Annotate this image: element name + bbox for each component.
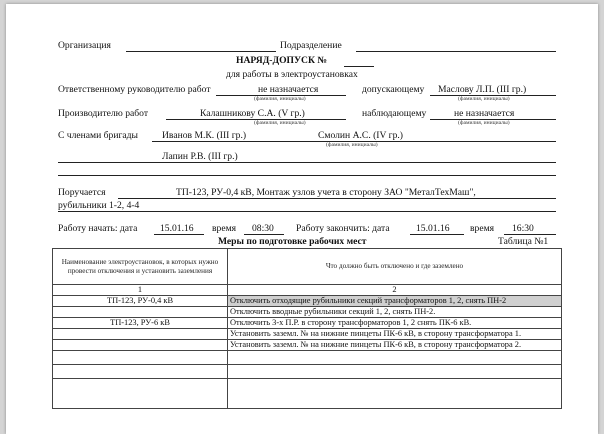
table-cell-action[interactable]: Установить заземл. № на нижние пинцеты ПК-6 кВ, в сторону трансформатора 2. [228, 340, 562, 351]
assignment-text-2: рубильники 1-2, 4-4 [58, 200, 140, 211]
start-time: 08:30 [252, 223, 274, 234]
table-cell-installation[interactable]: ТП-123, РУ-6 кВ [53, 318, 228, 329]
table-row[interactable] [53, 379, 562, 409]
crew-field-line-2 [58, 162, 556, 163]
end-time: 16:30 [512, 223, 534, 234]
assignment-label: Поручается [58, 187, 106, 198]
table-row[interactable] [53, 340, 562, 351]
start-label: Работу начать: дата [58, 223, 138, 234]
responsible-value: не назначается [258, 84, 319, 95]
start-time-line [244, 234, 284, 235]
observer-caption: (фамилия, инициалы) [458, 120, 510, 126]
end-date: 15.01.16 [416, 223, 450, 234]
col2-number: 2 [228, 285, 562, 296]
table-row[interactable] [53, 307, 562, 318]
crew-caption: (фамилия, инициалы) [326, 142, 378, 148]
table-cell-action[interactable] [228, 351, 562, 365]
col1-number: 1 [53, 285, 228, 296]
observer-value: не назначается [454, 108, 515, 119]
col1-header: Наименование электроустановок, в которых нужно провести отключения и установить заземления [53, 249, 228, 285]
table-header-row [53, 249, 562, 285]
crew-label: С членами бригады [58, 130, 138, 141]
table-cell-installation[interactable]: ТП-123, РУ-0,4 кВ [53, 296, 228, 307]
table-cell-action[interactable]: Отключить вводные рубильники секций 1, 2, снять ПН-2. [228, 307, 562, 318]
table-number: Таблица №1 [498, 236, 549, 247]
col2-header: Что должно быть отключено и где заземлено [228, 249, 562, 285]
end-label: Работу закончить: дата [296, 223, 390, 234]
table-cell-action[interactable] [228, 379, 562, 409]
end-time-line [504, 234, 556, 235]
document-number-field[interactable] [344, 66, 374, 67]
admitting-caption: (фамилия, инициалы) [458, 96, 510, 102]
admitting-label: допускающему [362, 84, 425, 95]
crew-member-2: Смолин А.С. (IV гр.) [318, 130, 403, 141]
org-label: Организация [58, 40, 111, 51]
assignment-field-line-2 [58, 211, 556, 212]
division-field[interactable] [356, 51, 556, 52]
start-date: 15.01.16 [160, 223, 194, 234]
end-date-line [410, 234, 464, 235]
responsible-label: Ответственному руководителю работ [58, 84, 211, 95]
table-row[interactable] [53, 329, 562, 340]
table-cell-installation[interactable] [53, 307, 228, 318]
responsible-caption: (фамилия, инициалы) [254, 96, 306, 102]
table-cell-installation[interactable] [53, 329, 228, 340]
producer-value: Калашникову С.А. (V гр.) [200, 108, 305, 119]
division-label: Подразделение [280, 40, 342, 51]
table-title: Меры по подготовке рабочих мест [218, 236, 367, 247]
start-date-line [154, 234, 204, 235]
crew-member-3: Лапин Р.В. (III гр.) [162, 151, 238, 162]
producer-label: Производителю работ [58, 108, 149, 119]
org-field[interactable] [126, 51, 276, 52]
producer-caption: (фамилия, инициалы) [254, 120, 306, 126]
assignment-field-line-1 [118, 198, 556, 199]
table-cell-installation[interactable] [53, 365, 228, 379]
table-cell-installation[interactable] [53, 379, 228, 409]
assignment-text-1: ТП-123, РУ-0,4 кВ, Монтаж узлов учета в сторону ЗАО "МеталТехМаш", [176, 187, 476, 198]
table-row[interactable] [53, 365, 562, 379]
end-time-label: время [470, 223, 495, 234]
table-row[interactable] [53, 318, 562, 329]
table-cell-action[interactable]: Установить заземл. № на нижние пинцеты ПК-6 кВ, в сторону трансформатора 1. [228, 329, 562, 340]
document-title: НАРЯД-ДОПУСК № [236, 55, 327, 66]
table-cell-installation[interactable] [53, 340, 228, 351]
crew-member-1: Иванов М.К. (III гр.) [162, 130, 247, 141]
observer-label: наблюдающему [362, 108, 427, 119]
table-cell-action[interactable] [228, 365, 562, 379]
document-page [6, 4, 598, 434]
crew-field-line-3 [58, 175, 556, 176]
table-row[interactable] [53, 351, 562, 365]
admitting-value: Маслову Л.П. (III гр.) [438, 84, 527, 95]
table-row[interactable] [53, 296, 562, 307]
start-time-label: время [212, 223, 237, 234]
table-cell-action[interactable]: Отключить 3-х П.Р. в сторону трансформаторов 1, 2 снять ПК-6 кВ. [228, 318, 562, 329]
document-subtitle: для работы в электроустановках [226, 69, 358, 80]
table-number-row [53, 285, 562, 296]
table-cell-action[interactable]: Отключить отходящие рубильники секций трансформаторов 1, 2, снять ПН-2 [228, 296, 562, 307]
measures-table [52, 248, 562, 409]
table-cell-installation[interactable] [53, 351, 228, 365]
